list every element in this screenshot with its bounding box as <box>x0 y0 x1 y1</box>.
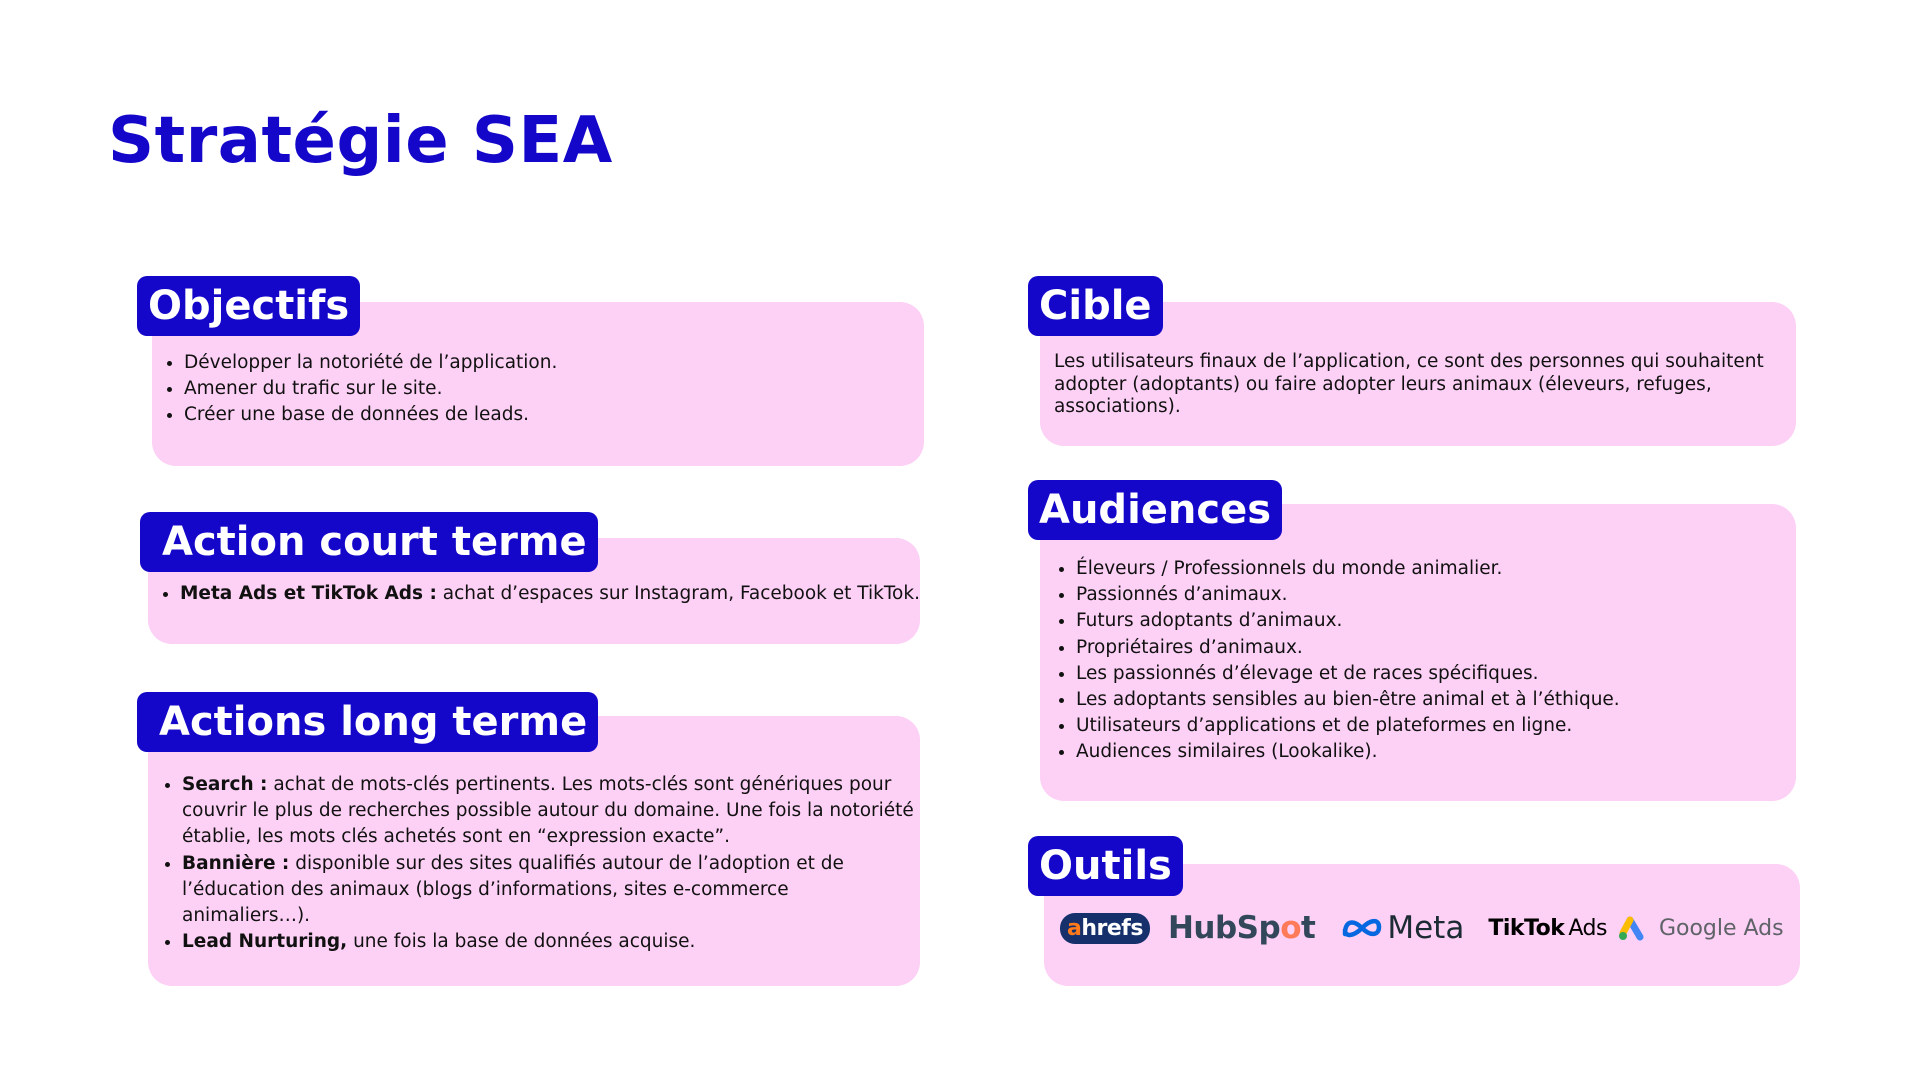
list-item: • Passionnés d’animaux. <box>1076 582 1816 608</box>
audiences-list <box>1048 556 1816 766</box>
objectifs-list <box>156 350 924 429</box>
meta-infinity-icon <box>1341 915 1383 941</box>
list-item: • Bannière : disponible sur des sites qualifiés autour de l’adoption et de l’éducation des animaux (blogs d’informations, sites e-commerce animaliers…). <box>182 851 922 930</box>
hubspot-logo: HubSp o t <box>1167 910 1316 946</box>
meta-logo: Meta <box>1341 910 1464 946</box>
list-item: • Amener du trafic sur le site. <box>184 376 924 402</box>
list-item: • Les passionnés d’élevage et de races spécifiques. <box>1076 661 1816 687</box>
long-terme-heading: Actions long terme <box>137 692 598 752</box>
cible-heading: Cible <box>1028 276 1163 336</box>
court-terme-list <box>152 581 960 607</box>
tiktok-ads-logo: TikTok Ads <box>1488 915 1607 941</box>
list-item: • Utilisateurs d’applications et de plateformes en ligne. <box>1076 713 1816 739</box>
list-item: • Meta Ads et TikTok Ads : achat d’espaces sur Instagram, Facebook et TikTok. <box>180 581 960 607</box>
page-title: Stratégie SEA <box>108 104 613 178</box>
list-item: • Lead Nurturing, une fois la base de données acquise. <box>182 929 922 955</box>
list-item: • Créer une base de données de leads. <box>184 402 924 428</box>
long-terme-list <box>154 772 922 955</box>
objectifs-heading: Objectifs <box>137 276 360 336</box>
audiences-heading: Audiences <box>1028 480 1282 540</box>
cible-text: Les utilisateurs finaux de l’application, ce sont des personnes qui souhaitent adopter (adoptants) ou faire adopter leurs animaux (éleveurs, refuges, associations). <box>1054 351 1764 417</box>
outils-heading: Outils <box>1028 836 1183 896</box>
google-ads-icon <box>1617 915 1647 941</box>
list-item: • Propriétaires d’animaux. <box>1076 635 1816 661</box>
google-ads-logo: Google Ads <box>1617 915 1784 941</box>
list-item: • Futurs adoptants d’animaux. <box>1076 608 1816 634</box>
list-item: • Audiences similaires (Lookalike). <box>1076 739 1816 765</box>
list-item: • Les adoptants sensibles au bien-être animal et à l’éthique. <box>1076 687 1816 713</box>
list-item: • Éleveurs / Professionnels du monde animalier. <box>1076 556 1816 582</box>
ahrefs-logo: a hrefs <box>1060 913 1150 944</box>
court-terme-heading: Action court terme <box>140 512 598 572</box>
list-item: • Développer la notoriété de l’application. <box>184 350 924 376</box>
tools-logos <box>1060 898 1784 958</box>
list-item: • Search : achat de mots-clés pertinents. Les mots-clés sont génériques pour couvrir le plus de recherches possible autour du domaine. Une fois la notoriété établie, les mots clés achetés sont en “expression exacte”. <box>182 772 922 851</box>
